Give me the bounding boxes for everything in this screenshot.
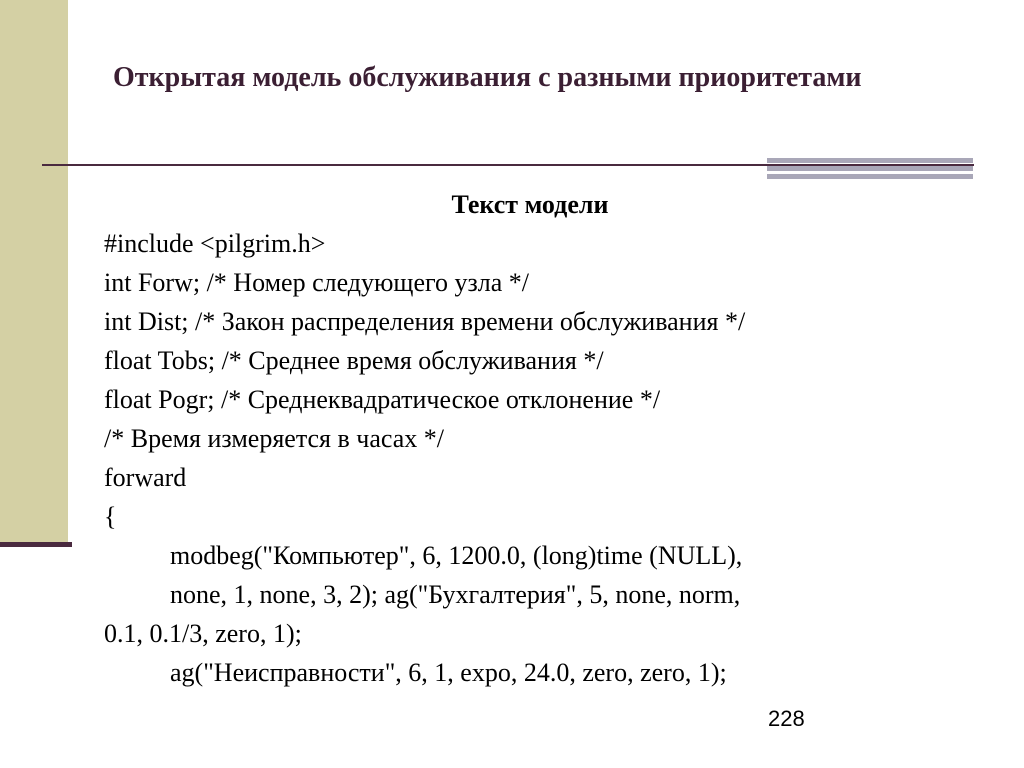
code-line-ag-failures: ag("Неисправности", 6, 1, expo, 24.0, zero, zero, 1);	[170, 658, 727, 687]
accent-stripe-3	[767, 174, 973, 179]
code-line-forward: forward	[104, 463, 187, 492]
code-line-include: #include <pilgrim.h>	[104, 229, 326, 258]
code-line-open-brace: {	[104, 502, 117, 531]
code-line-tobs: float Tobs; /* Среднее время обслуживания */	[104, 346, 604, 375]
slide-title: Открытая модель обслуживания с разными приоритетами	[113, 62, 862, 93]
code-heading: Текст модели	[451, 190, 609, 219]
accent-stripe-2	[767, 166, 973, 171]
code-line-dist: int Dist; /* Закон распределения времени обслуживания */	[104, 307, 746, 336]
code-line-time-comment: /* Время измеряется в часах */	[104, 424, 445, 453]
code-line-ag-accounting-continued: 0.1, 0.1/3, zero, 1);	[104, 619, 302, 648]
left-bar-rule	[0, 542, 72, 547]
left-decorative-bar	[0, 0, 68, 545]
page-number: 228	[768, 706, 805, 731]
model-code-block	[104, 185, 984, 692]
accent-stripes	[767, 158, 973, 180]
code-line-pogr: float Pogr; /* Среднеквадратическое отклонение */	[104, 385, 661, 414]
code-line-modbeg: modbeg("Компьютер", 6, 1200.0, (long)time (NULL),	[170, 541, 743, 570]
code-line-ag-accounting: none, 1, none, 3, 2); ag("Бухгалтерия", 5, none, norm,	[170, 580, 741, 609]
code-line-forw: int Forw; /* Номер следующего узла */	[104, 268, 530, 297]
accent-stripe-1	[767, 158, 973, 163]
